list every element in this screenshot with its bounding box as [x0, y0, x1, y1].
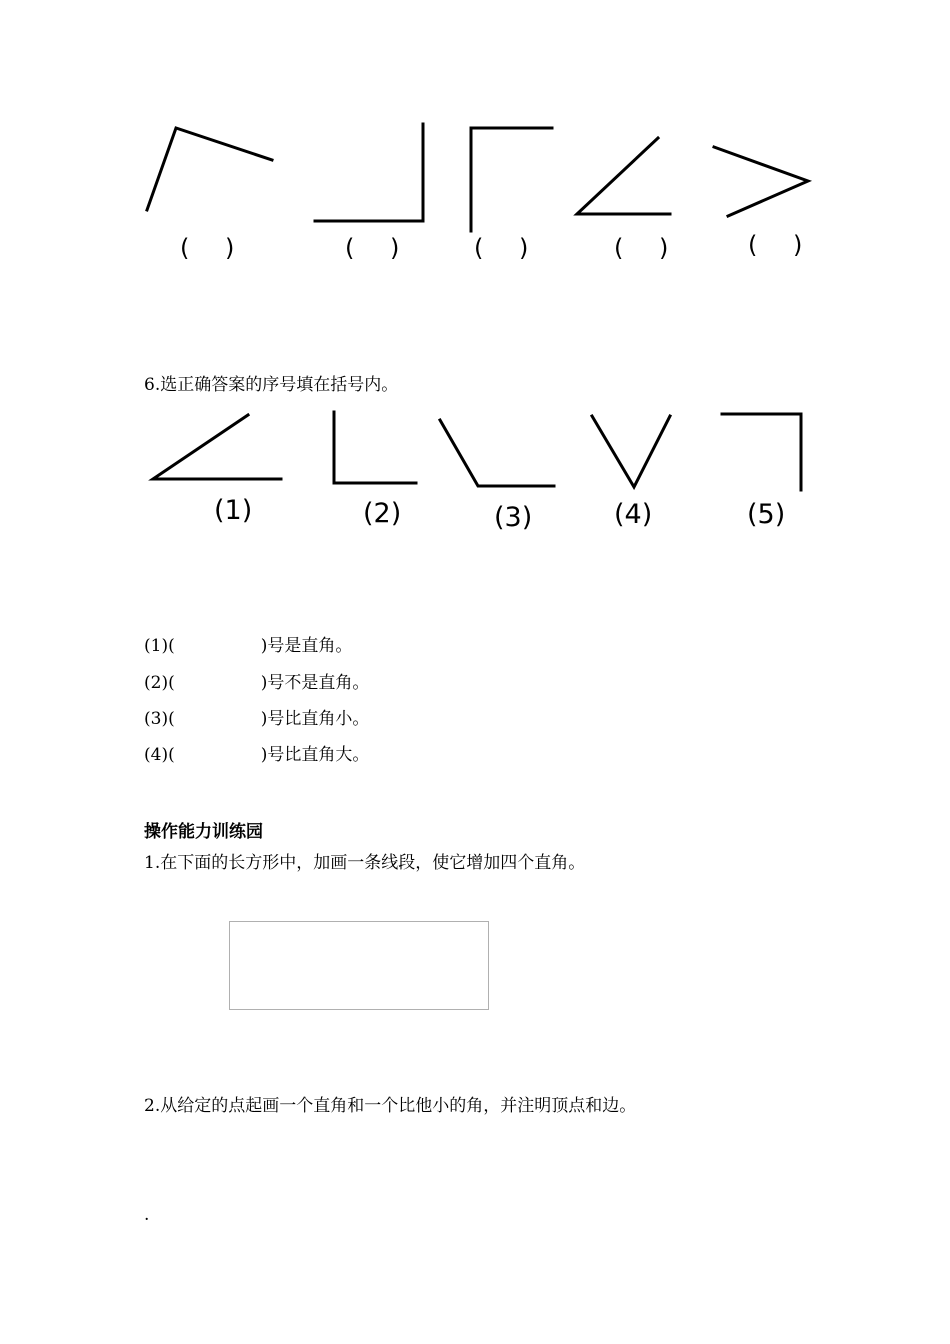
figure-label-2: (2) [363, 498, 402, 529]
angle-figure-3 [471, 128, 552, 231]
statement-3-prefix: (3)( [144, 709, 175, 729]
answer-blank-3[interactable]: ( ) [474, 234, 543, 262]
answer-blank-4[interactable]: ( ) [614, 234, 683, 262]
statement-1-prefix: (1)( [144, 636, 175, 656]
answer-blank-2[interactable]: ( ) [345, 234, 414, 262]
angle-figure-2 [315, 124, 423, 221]
figure-label-4: (4) [614, 499, 653, 530]
angle-figure-1 [147, 128, 272, 210]
statement-3 [144, 709, 369, 729]
figure-label-5: (5) [747, 499, 786, 530]
statement-4 [144, 745, 369, 765]
answer-blank-1[interactable]: ( ) [180, 234, 249, 262]
statement-2 [144, 673, 369, 693]
angle-figure-q6-3 [440, 420, 554, 486]
figure-label-1: (1) [214, 495, 253, 526]
answer-blank-5[interactable]: ( ) [748, 231, 817, 259]
task-2-prompt: 2.从给定的点起画一个直角和一个比他小的角，并注明顶点和边。 [144, 1096, 637, 1116]
angle-figure-5 [714, 147, 808, 216]
angle-figure-q6-2 [334, 412, 416, 483]
statement-4-prefix: (4)( [144, 745, 175, 765]
statement-3-suffix: )号比直角小。 [260, 709, 370, 729]
statement-1 [144, 636, 352, 656]
angle-figure-4 [577, 138, 670, 214]
angle-figure-q6-4 [592, 416, 670, 487]
drawing-rectangle[interactable] [229, 921, 489, 1010]
section-title: 操作能力训练园 [144, 822, 263, 842]
figure-label-3: (3) [494, 502, 533, 533]
task-1-prompt: 1.在下面的长方形中，加画一条线段，使它增加四个直角。 [144, 853, 586, 873]
question-6-prompt: 6.选正确答案的序号填在括号内。 [144, 375, 399, 395]
given-point[interactable]: . [144, 1205, 150, 1225]
angle-figure-q6-1 [153, 415, 281, 479]
statement-1-suffix: )号是直角。 [260, 636, 353, 656]
statement-2-suffix: )号不是直角。 [260, 673, 370, 693]
angle-figure-q6-5 [722, 414, 801, 490]
statement-2-prefix: (2)( [144, 673, 175, 693]
statement-4-suffix: )号比直角大。 [260, 745, 370, 765]
